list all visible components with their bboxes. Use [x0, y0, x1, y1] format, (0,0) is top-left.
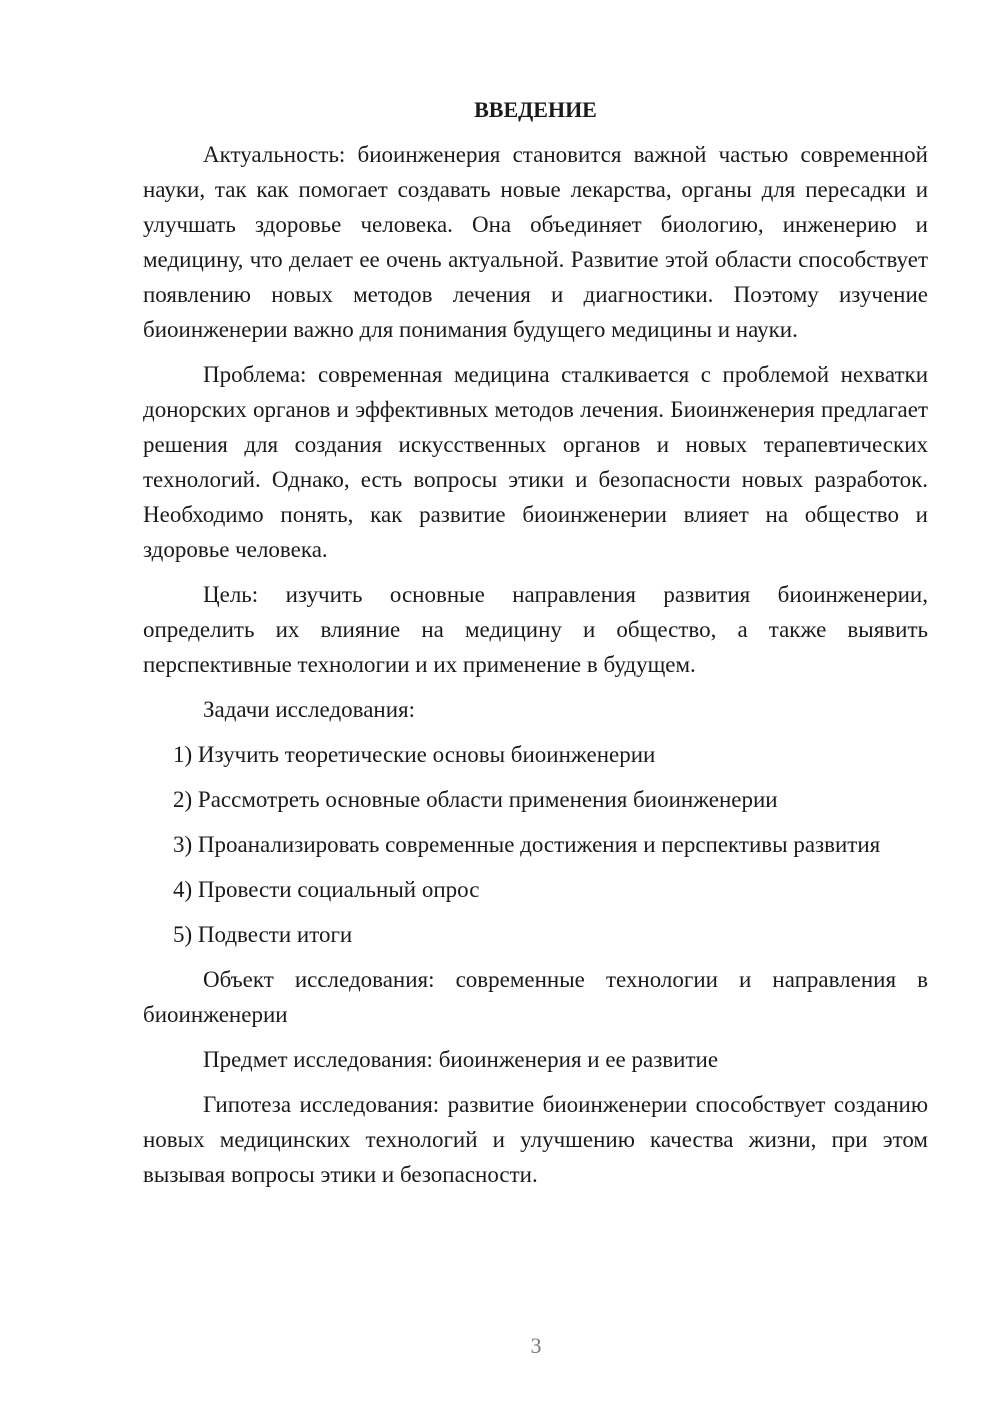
document-body: [143, 92, 928, 1202]
subject-paragraph: Предмет исследования: биоинженерия и ее развитие: [203, 1047, 719, 1072]
problem-paragraph: Проблема: современная медицина сталкивается с проблемой нехватки донорских органов и эффективных методов лечения. Биоинженерия предлагает решения для создания искусственных органов и новых терапевтических технологий. Однако, есть вопросы этики и безопасности новых разработок. Необходимо понять, как развитие биоинженерии влияет на общество и здоровье человека.: [143, 362, 928, 562]
task-item-5: 5) Подвести итоги: [173, 922, 353, 947]
tasks-heading: Задачи исследования:: [203, 697, 416, 722]
page-number: 3: [530, 1333, 542, 1358]
task-item-3: 3) Проанализировать современные достижения и перспективы развития: [173, 832, 881, 857]
task-item-4: 4) Провести социальный опрос: [173, 877, 480, 902]
hypothesis-paragraph: Гипотеза исследования: развитие биоинженерии способствует созданию новых медицинских технологий и улучшению качества жизни, при этом вызывая вопросы этики и безопасности.: [143, 1092, 928, 1187]
relevance-paragraph: Актуальность: биоинженерия становится важной частью современной науки, так как помогает создавать новые лекарства, органы для пересадки и улучшать здоровье человека. Она объединяет биологию, инженерию и медицину, что делает ее очень актуальной. Развитие этой области способствует появлению новых методов лечения и диагностики. Поэтому изучение биоинженерии важно для понимания будущего медицины и науки.: [143, 142, 928, 342]
object-paragraph: Объект исследования: современные технологии и направления в биоинженерии: [143, 967, 928, 1027]
task-item-1: 1) Изучить теоретические основы биоинженерии: [173, 742, 656, 767]
goal-paragraph: Цель: изучить основные направления развития биоинженерии, определить их влияние на медицину и общество, а также выявить перспективные технологии и их применение в будущем.: [143, 582, 928, 677]
task-item-2: 2) Рассмотреть основные области применения биоинженерии: [173, 787, 778, 812]
section-title: ВВЕДЕНИЕ: [474, 97, 597, 122]
